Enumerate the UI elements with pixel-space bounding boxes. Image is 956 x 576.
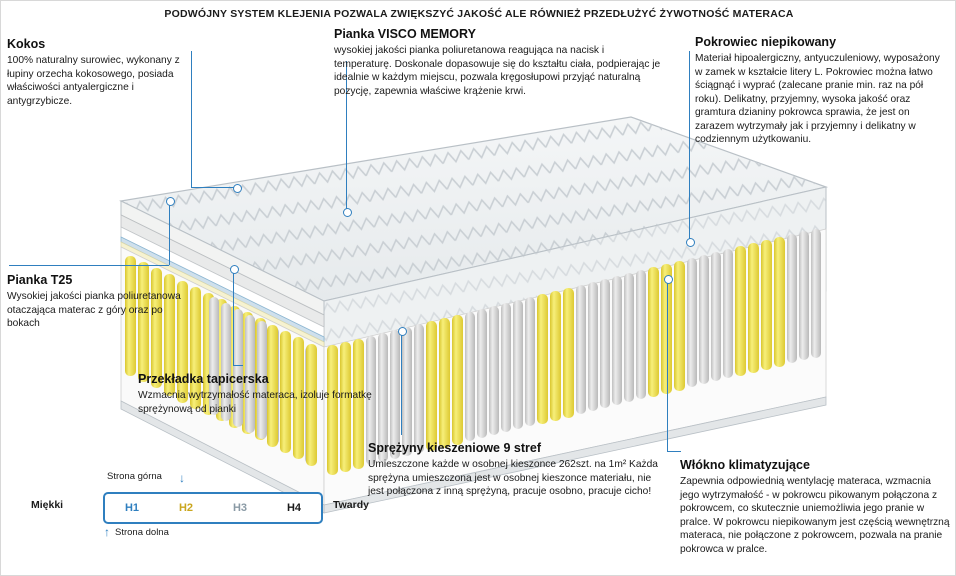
firmness-level-h3[interactable]: H3 [232, 502, 248, 514]
scale-hard-label: Twardy [333, 499, 369, 511]
callout-kokos [7, 37, 187, 108]
scale-soft-label: Miękki [31, 499, 64, 511]
leader-sprezyny-v [401, 331, 402, 435]
arrow-down-icon: ↓ [179, 471, 185, 485]
leader-dot-pianka [166, 197, 175, 206]
leader-dot-kokos [233, 184, 242, 193]
leader-przekladka-h [233, 365, 243, 366]
leader-przekladka-v [233, 269, 234, 365]
leader-dot-wlokno [664, 275, 673, 284]
callout-pokrowiec-body: Materiał hipoalergiczny, antyuczuleniowy, wyposażony w zamek w kształcie litery L. Pokrowiec można łatwo ściągnąć i wyprać (zalecane pranie min. raz na pół roku). Delikatny, przyjemny, wysoka jakość oraz gramtura dzianiny pokrowca sprawia, że jest on zarazem wytrzymały jak i przyjemny i delikatny w codziennym użytkowaniu. [695, 53, 940, 146]
leader-dot-przekladka [230, 265, 239, 274]
arrow-up-icon: ↑ [104, 525, 110, 539]
firmness-scale [31, 471, 381, 541]
callout-wlokno [680, 458, 952, 556]
firmness-level-h1[interactable]: H1 [124, 502, 140, 514]
callout-visco-body: wysokiej jakości pianka poliuretanowa reagująca na nacisk i temperaturę. Doskonale dopasowuje się do kształtu ciała, podpierając je idealnie w każdym miejscu, pozwala kręgosłupowi przyjąć naturalną pozycję, zapewnia właściwe krążenie krwi. [334, 45, 661, 97]
scale-top-label: Strona górna [107, 471, 162, 482]
leader-wlokno-v [667, 279, 668, 451]
leader-dot-visco [343, 208, 352, 217]
callout-pianka-t25 [7, 273, 187, 331]
leader-dot-pokrowiec [686, 238, 695, 247]
leader-kokos-h [191, 187, 236, 188]
leader-pokrowiec-v [689, 51, 690, 241]
page-title: PODWÓJNY SYSTEM KLEJENIA POZWALA ZWIĘKSZYĆ JAKOŚĆ ALE RÓWNIEŻ PRZEDŁUŻYĆ ŻYWOTNOŚĆ MATERACA [164, 8, 794, 20]
leader-kokos-v [191, 51, 192, 187]
firmness-level-group[interactable] [103, 492, 323, 524]
callout-pokrowiec-title: Pokrowiec niepikowany [695, 35, 837, 49]
leader-pianka-v [169, 201, 170, 265]
firmness-level-h4[interactable]: H4 [286, 502, 302, 514]
callout-wlokno-body: Zapewnia odpowiednią wentylację materaca, wzmacnia jego wytrzymałość - w pokrowcu pikowanym połączona z pokrowcem, co skutecznie uniemożliwia jego pranie w pralce. W pokrowcu niepikowanym jest częścią wewnętrzną materaca, nie połączone z pokrowcem, pozwala na pranie pokrowca w pralce. [680, 476, 950, 555]
callout-kokos-title: Kokos [7, 37, 46, 51]
callout-pokrowiec [695, 35, 945, 147]
leader-dot-sprezyny [398, 327, 407, 336]
callout-sprezyny-body: Umieszczone każde w osobnej kieszonce 262szt. na 1m² Każda sprężyna umieszczona jest w osobnej kieszonce materiału, nie jest połączona z inną sprężyną, pracuje osobno, pracuje cicho! [368, 459, 658, 498]
firmness-level-h2[interactable]: H2 [178, 502, 194, 514]
callout-pianka-t25-body: Wysokiej jakości pianka poliuretanowa otaczająca materac z góry oraz po bokach [7, 291, 181, 330]
callout-sprezyny [368, 441, 658, 499]
leader-pianka-h [9, 265, 169, 266]
callout-przekladka-title: Przekładka tapicerska [138, 372, 269, 386]
callout-przekladka-body: Wzmacnia wytrzymałość materaca, izoluje formatkę sprężynową od pianki [138, 390, 372, 415]
callout-wlokno-title: Włókno klimatyzujące [680, 458, 810, 472]
callout-przekladka [138, 372, 378, 416]
scale-bottom-label: Strona dolna [115, 527, 169, 538]
callout-sprezyny-title: Sprężyny kieszeniowe 9 stref [368, 441, 541, 455]
leader-wlokno-h [667, 451, 681, 452]
callout-visco-title: Pianka VISCO MEMORY [334, 27, 476, 41]
callout-pianka-t25-title: Pianka T25 [7, 273, 73, 287]
callout-visco [334, 27, 664, 98]
callout-kokos-body: 100% naturalny surowiec, wykonany z łupiny orzecha kokosowego, posiada właściwości antyalergiczne i antygrzybicze. [7, 55, 180, 107]
